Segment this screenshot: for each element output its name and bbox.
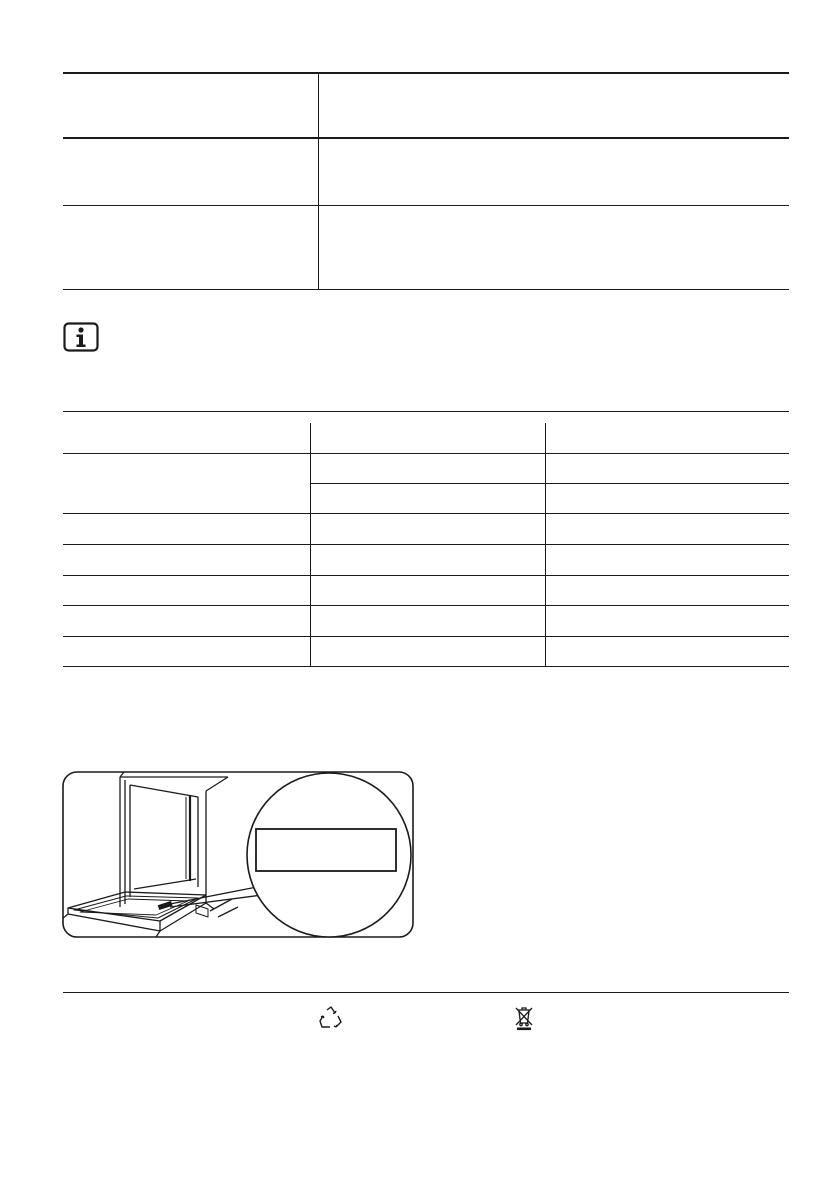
- weee-bin-icon: [513, 1005, 535, 1031]
- data-table-rule: [63, 636, 789, 637]
- data-table-rule: [63, 605, 789, 606]
- data-table-rule: [63, 575, 789, 576]
- top-table-rule-bottom: [63, 289, 789, 290]
- top-table-divider: [318, 74, 319, 289]
- data-table-rule: [310, 483, 789, 484]
- dishwasher-rating-plate-illustration: [62, 771, 414, 938]
- data-table-rule: [63, 453, 789, 454]
- data-table-rule-top: [63, 411, 789, 412]
- data-table-col-divider: [310, 423, 311, 666]
- top-table-rule-2: [63, 205, 789, 206]
- environment-rule: [63, 992, 789, 993]
- data-table-rule: [63, 513, 789, 514]
- recycle-icon: [318, 1005, 344, 1031]
- info-icon: [63, 322, 99, 352]
- top-table-rule-1: [63, 137, 789, 139]
- top-table-rule-top: [63, 72, 789, 74]
- data-table-col-divider: [545, 423, 546, 666]
- data-table-rule: [63, 544, 789, 545]
- data-table-rule-bottom: [63, 666, 789, 667]
